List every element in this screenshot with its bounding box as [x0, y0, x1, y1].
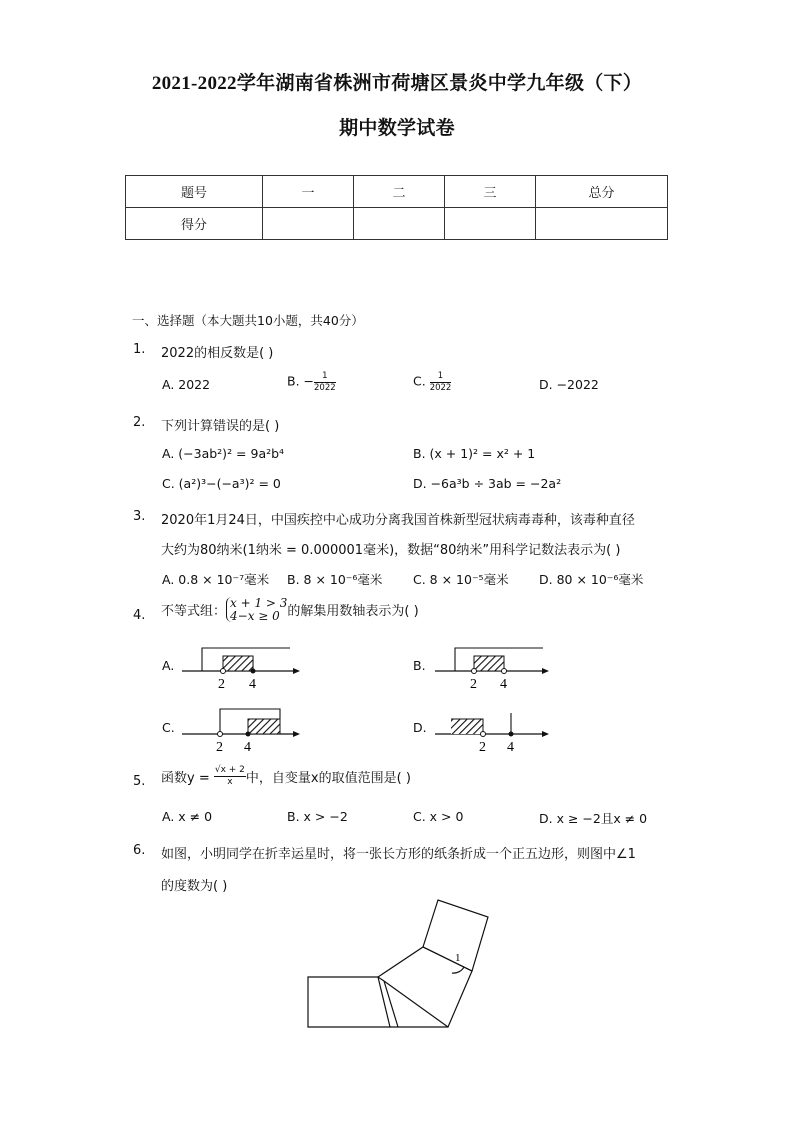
option-c: C. 8 × 10⁻⁵毫米	[413, 572, 509, 587]
question-number: 5.	[133, 774, 146, 789]
number-line-b	[433, 640, 558, 692]
score-cell[interactable]	[354, 208, 445, 240]
score-header-cell: 三	[445, 176, 536, 208]
tick-label: 4	[244, 740, 251, 755]
score-header-cell: 一	[263, 176, 354, 208]
question-stem-line2: 的度数为( )	[161, 879, 228, 894]
tick-label: 2	[470, 677, 477, 692]
option-b: B. x > −2	[287, 809, 348, 824]
option-a: A. 0.8 × 10⁻⁷毫米	[162, 572, 270, 587]
option-a: A.	[162, 658, 175, 673]
question-stem	[161, 597, 419, 622]
exam-title-line2: 期中数学试卷	[339, 118, 455, 139]
score-table	[125, 175, 668, 240]
option-b: B. 8 × 10⁻⁶毫米	[287, 572, 383, 587]
score-cell[interactable]	[445, 208, 536, 240]
question-stem: 2022的相反数是( )	[161, 346, 274, 361]
question-number: 2.	[133, 415, 146, 430]
question-stem: 下列计算错误的是( )	[161, 419, 280, 434]
fraction-numerator: 1	[430, 372, 452, 383]
exam-title-line1: 2021-2022学年湖南省株洲市荷塘区景炎中学九年级（下）	[151, 73, 643, 94]
option-a: A. x ≠ 0	[162, 809, 213, 824]
fraction-denominator: 2022	[314, 382, 336, 393]
folded-pentagon-figure	[300, 895, 500, 1035]
fraction	[314, 372, 336, 392]
option-a: A. (−3ab²)² = 9a²b⁴	[162, 446, 285, 461]
fraction-denominator: x	[227, 777, 233, 787]
score-header-cell: 题号	[126, 176, 263, 208]
score-table-header-row	[126, 176, 668, 208]
option-c: C.	[162, 720, 175, 735]
option-b-prefix: B. −	[287, 373, 314, 389]
stem-prefix: 不等式组：	[161, 604, 227, 620]
option-b	[287, 372, 336, 392]
score-header-cell: 总分	[536, 176, 668, 208]
fraction	[430, 372, 452, 392]
question-stem-line1: 如图，小明同学在折幸运星时，将一张长方形的纸条折成一个正五边形，则图中∠1	[161, 847, 636, 862]
inequality-system	[226, 597, 287, 622]
fraction-denominator: 2022	[429, 382, 452, 393]
number-line-d	[433, 703, 558, 755]
number-line-a	[180, 640, 305, 692]
number-line-c	[180, 703, 305, 755]
tick-label: 4	[500, 677, 507, 692]
section-heading: 一、选择题（本大题共10小题，共40分）	[132, 313, 364, 328]
fraction	[214, 766, 246, 787]
inequality-2: 4−x ≥ 0	[230, 608, 280, 623]
question-number: 4.	[133, 608, 146, 623]
option-d: D. 80 × 10⁻⁶毫米	[539, 572, 644, 587]
option-d: D. x ≥ −2且x ≠ 0	[539, 811, 648, 826]
option-b: B. (x + 1)² = x² + 1	[413, 446, 536, 461]
stem-suffix: 的解集用数轴表示为( )	[287, 604, 419, 620]
option-c-prefix: C.	[413, 373, 430, 389]
option-a: A. 2022	[162, 377, 211, 392]
stem-suffix: 中，自变量x的取值范围是( )	[245, 771, 411, 786]
angle-label: 1	[455, 952, 461, 964]
option-c: C. (a²)³−(−a³)² = 0	[162, 476, 281, 491]
tick-label: 2	[218, 677, 225, 692]
question-stem-line1: 2020年1月24日，中国疾控中心成功分离我国首株新型冠状病毒毒种，该毒种直径	[161, 513, 635, 528]
tick-label: 4	[507, 740, 514, 755]
fraction-numerator: 1	[314, 372, 336, 383]
option-c: C. x > 0	[413, 809, 464, 824]
fraction-numerator: √x + 2	[214, 765, 245, 775]
tick-label: 2	[479, 740, 486, 755]
stem-prefix: 函数y =	[161, 771, 214, 786]
question-number: 6.	[133, 843, 146, 858]
score-cell[interactable]	[263, 208, 354, 240]
question-stem-line2: 大约为80纳米(1纳米 = 0.000001毫米)，数据“80纳米”用科学记数法表示为( )	[161, 543, 621, 558]
score-cell[interactable]	[536, 208, 668, 240]
option-d: D.	[413, 720, 427, 735]
option-d: D. −6a³b ÷ 3ab = −2a²	[413, 476, 562, 491]
question-stem	[161, 766, 411, 787]
score-header-cell: 二	[354, 176, 445, 208]
question-number: 3.	[133, 509, 146, 524]
tick-label: 2	[216, 740, 223, 755]
option-d: D. −2022	[539, 377, 599, 392]
score-table-row	[126, 208, 668, 240]
inequality-1: x + 1 > 3	[230, 596, 288, 610]
question-number: 1.	[133, 342, 146, 357]
option-c	[413, 372, 451, 392]
option-b: B.	[413, 658, 426, 673]
score-row-label: 得分	[126, 208, 263, 240]
tick-label: 4	[249, 677, 256, 692]
